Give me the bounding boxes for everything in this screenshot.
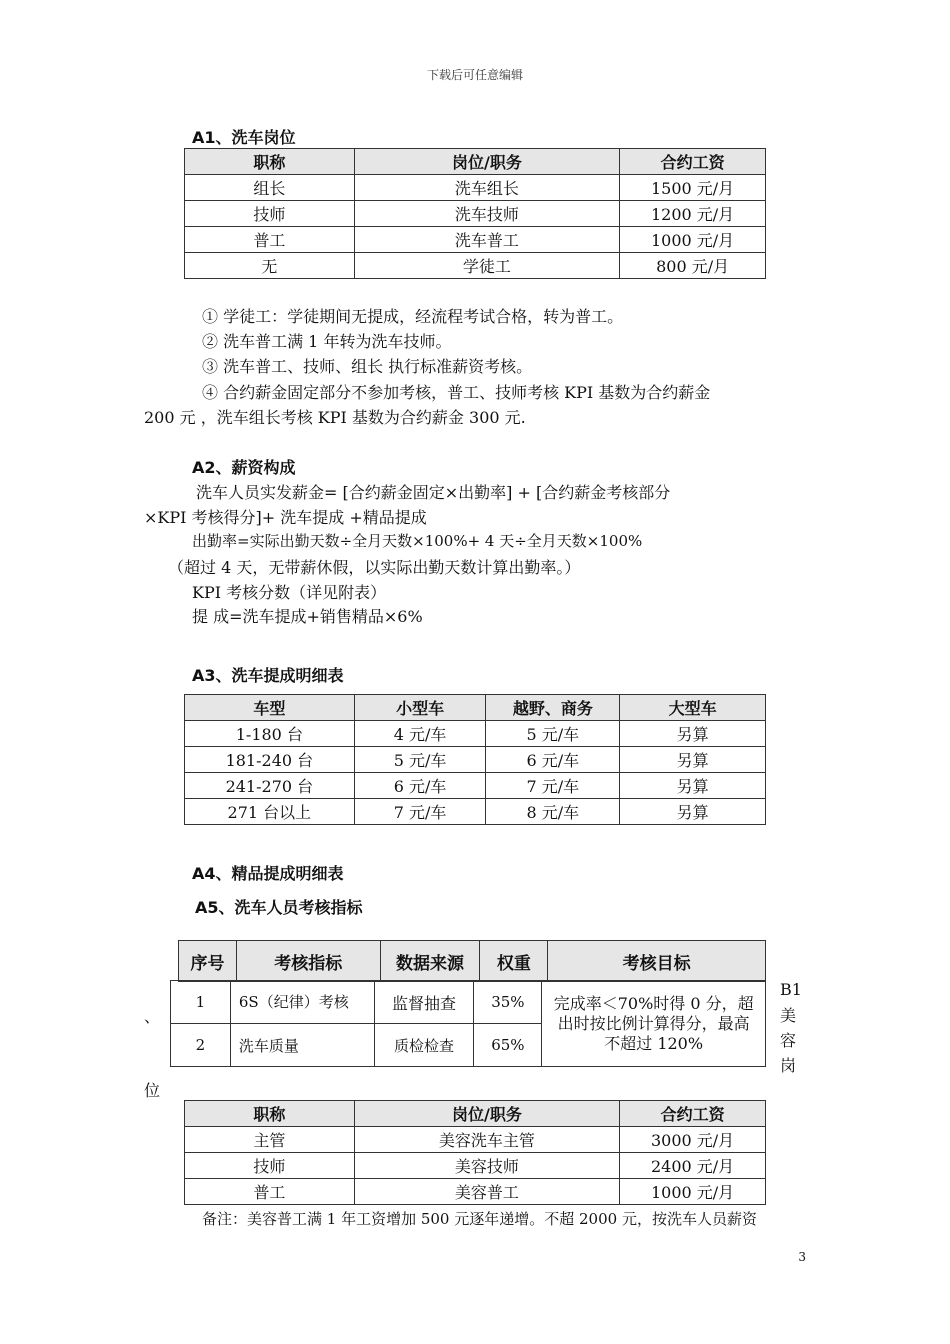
table-row xyxy=(185,1179,766,1205)
table-cell: 271 台以上 xyxy=(185,799,355,825)
col-header-position: 岗位/职务 xyxy=(354,149,620,175)
table-row xyxy=(185,253,766,279)
table-cell: 洗车普工 xyxy=(354,227,620,253)
table-row xyxy=(185,773,766,799)
a1-note-3: ③ 洗车普工、技师、组长 执行标准薪资考核。 xyxy=(202,357,533,376)
table-cell: 1-180 台 xyxy=(185,721,355,747)
table-cell: 无 xyxy=(185,253,355,279)
table-row xyxy=(185,175,766,201)
col-header-salary: 合约工资 xyxy=(620,149,766,175)
a1-note-4: ④ 合约薪金固定部分不参加考核，普工、技师考核 KPI 基数为合约薪金 xyxy=(202,383,711,402)
table-cell: 学徒工 xyxy=(354,253,620,279)
table-row xyxy=(185,1153,766,1179)
col-header-title: 职称 xyxy=(185,149,355,175)
table-cell: 另算 xyxy=(620,747,766,773)
b1-marker: 、 xyxy=(144,1007,161,1026)
table-cell: 1500 元/月 xyxy=(620,175,766,201)
section-title-a5: A5、洗车人员考核指标 xyxy=(195,898,363,917)
b1-title-char: B1 xyxy=(780,980,802,999)
table-cell: 800 元/月 xyxy=(620,253,766,279)
b1-title-char: 美 xyxy=(780,1006,797,1025)
a2-formula-line: 洗车人员实发薪金= [合约薪金固定×出勤率] + [合约薪金考核部分 xyxy=(196,483,671,502)
col-header-seq: 序号 xyxy=(179,941,237,982)
table-row xyxy=(185,747,766,773)
b1-position-table xyxy=(184,1100,766,1205)
table-row xyxy=(185,227,766,253)
col-header-large-car: 大型车 xyxy=(620,695,766,721)
table-cell: 监督抽查 xyxy=(374,981,474,1024)
a1-note-4-cont: 200 元 ，洗车组长考核 KPI 基数为合约薪金 300 元. xyxy=(144,408,526,427)
a2-attendance-note: （超过 4 天，无带薪休假，以实际出勤天数计算出勤率。） xyxy=(168,558,581,577)
b1-remark: 备注：美容普工满 1 年工资增加 500 元逐年递增。不超 2000 元，按洗车人员薪资 xyxy=(202,1210,757,1228)
table-cell: 7 元/车 xyxy=(486,773,620,799)
page-number: 3 xyxy=(798,1250,806,1264)
table-cell: 241-270 台 xyxy=(185,773,355,799)
table-cell: 2 xyxy=(171,1024,231,1067)
a3-commission-table xyxy=(184,694,766,825)
table-cell: 4 元/车 xyxy=(354,721,486,747)
table-cell: 另算 xyxy=(620,799,766,825)
table-cell: 1000 元/月 xyxy=(620,227,766,253)
section-title-a3: A3、洗车提成明细表 xyxy=(192,666,344,685)
table-cell: 技师 xyxy=(185,201,355,227)
col-header-salary: 合约工资 xyxy=(620,1101,766,1127)
b1-title-tail: 位 xyxy=(144,1081,161,1100)
section-title-a1: A1、洗车岗位 xyxy=(192,128,296,147)
a1-position-table xyxy=(184,148,766,279)
table-cell: 洗车组长 xyxy=(354,175,620,201)
table-cell: 洗车技师 xyxy=(354,201,620,227)
table-cell: 3000 元/月 xyxy=(620,1127,766,1153)
col-header-data-source: 数据来源 xyxy=(380,941,480,982)
table-cell: 6 元/车 xyxy=(354,773,486,799)
a2-formula-line-cont: ×KPI 考核得分]+ 洗车提成 +精品提成 xyxy=(144,508,427,527)
table-cell: 主管 xyxy=(185,1127,355,1153)
table-row xyxy=(171,981,766,1024)
col-header-weight: 权重 xyxy=(480,941,548,982)
a1-note-1: ① 学徒工：学徒期间无提成，经流程考试合格，转为普工。 xyxy=(202,307,624,326)
table-cell: 7 元/车 xyxy=(354,799,486,825)
b1-title-char: 容 xyxy=(780,1031,797,1050)
col-header-target: 考核目标 xyxy=(548,941,766,982)
table-cell: 另算 xyxy=(620,773,766,799)
table-cell: 6 元/车 xyxy=(486,747,620,773)
table-cell: 普工 xyxy=(185,227,355,253)
col-header-position: 岗位/职务 xyxy=(354,1101,620,1127)
a1-note-2: ② 洗车普工满 1 年转为洗车技师。 xyxy=(202,332,452,351)
a2-kpi-line: KPI 考核分数（详见附表） xyxy=(192,583,387,602)
a2-attendance-line: 出勤率=实际出勤天数÷全月天数×100%+ 4 天÷全月天数×100% xyxy=(192,532,643,550)
table-row xyxy=(185,799,766,825)
col-header-indicator: 考核指标 xyxy=(236,941,380,982)
table-cell: 美容洗车主管 xyxy=(354,1127,620,1153)
table-row xyxy=(185,1127,766,1153)
table-cell: 5 元/车 xyxy=(354,747,486,773)
page-header: 下载后可任意编辑 xyxy=(426,68,523,82)
col-header-vehicle-type: 车型 xyxy=(185,695,355,721)
table-cell: 另算 xyxy=(620,721,766,747)
table-cell: 181-240 台 xyxy=(185,747,355,773)
table-cell: 美容技师 xyxy=(354,1153,620,1179)
table-cell: 1 xyxy=(171,981,231,1024)
col-header-title: 职称 xyxy=(185,1101,355,1127)
table-cell: 2400 元/月 xyxy=(620,1153,766,1179)
table-cell: 5 元/车 xyxy=(486,721,620,747)
table-cell: 35% xyxy=(474,981,542,1024)
table-row xyxy=(185,721,766,747)
table-cell: 普工 xyxy=(185,1179,355,1205)
table-cell: 65% xyxy=(474,1024,542,1067)
section-title-a4: A4、精品提成明细表 xyxy=(192,864,344,883)
col-header-small-car: 小型车 xyxy=(354,695,486,721)
table-cell: 6S（纪律）考核 xyxy=(230,981,374,1024)
table-cell: 美容普工 xyxy=(354,1179,620,1205)
table-cell: 质检检查 xyxy=(374,1024,474,1067)
table-row xyxy=(185,201,766,227)
a2-commission-line: 提 成=洗车提成+销售精品×6% xyxy=(192,607,423,626)
col-header-suv-business: 越野、商务 xyxy=(486,695,620,721)
table-cell: 1200 元/月 xyxy=(620,201,766,227)
table-cell: 组长 xyxy=(185,175,355,201)
section-title-a2: A2、薪资构成 xyxy=(192,458,296,477)
a5-header-table xyxy=(178,940,766,982)
a5-indicator-table xyxy=(170,980,766,1067)
b1-title-char: 岗 xyxy=(780,1056,797,1075)
table-cell: 技师 xyxy=(185,1153,355,1179)
table-cell: 洗车质量 xyxy=(230,1024,374,1067)
table-cell: 8 元/车 xyxy=(486,799,620,825)
a5-target-cell: 完成率＜70%时得 0 分，超出时按比例计算得分，最高不超过 120% xyxy=(542,981,766,1067)
table-cell: 1000 元/月 xyxy=(620,1179,766,1205)
